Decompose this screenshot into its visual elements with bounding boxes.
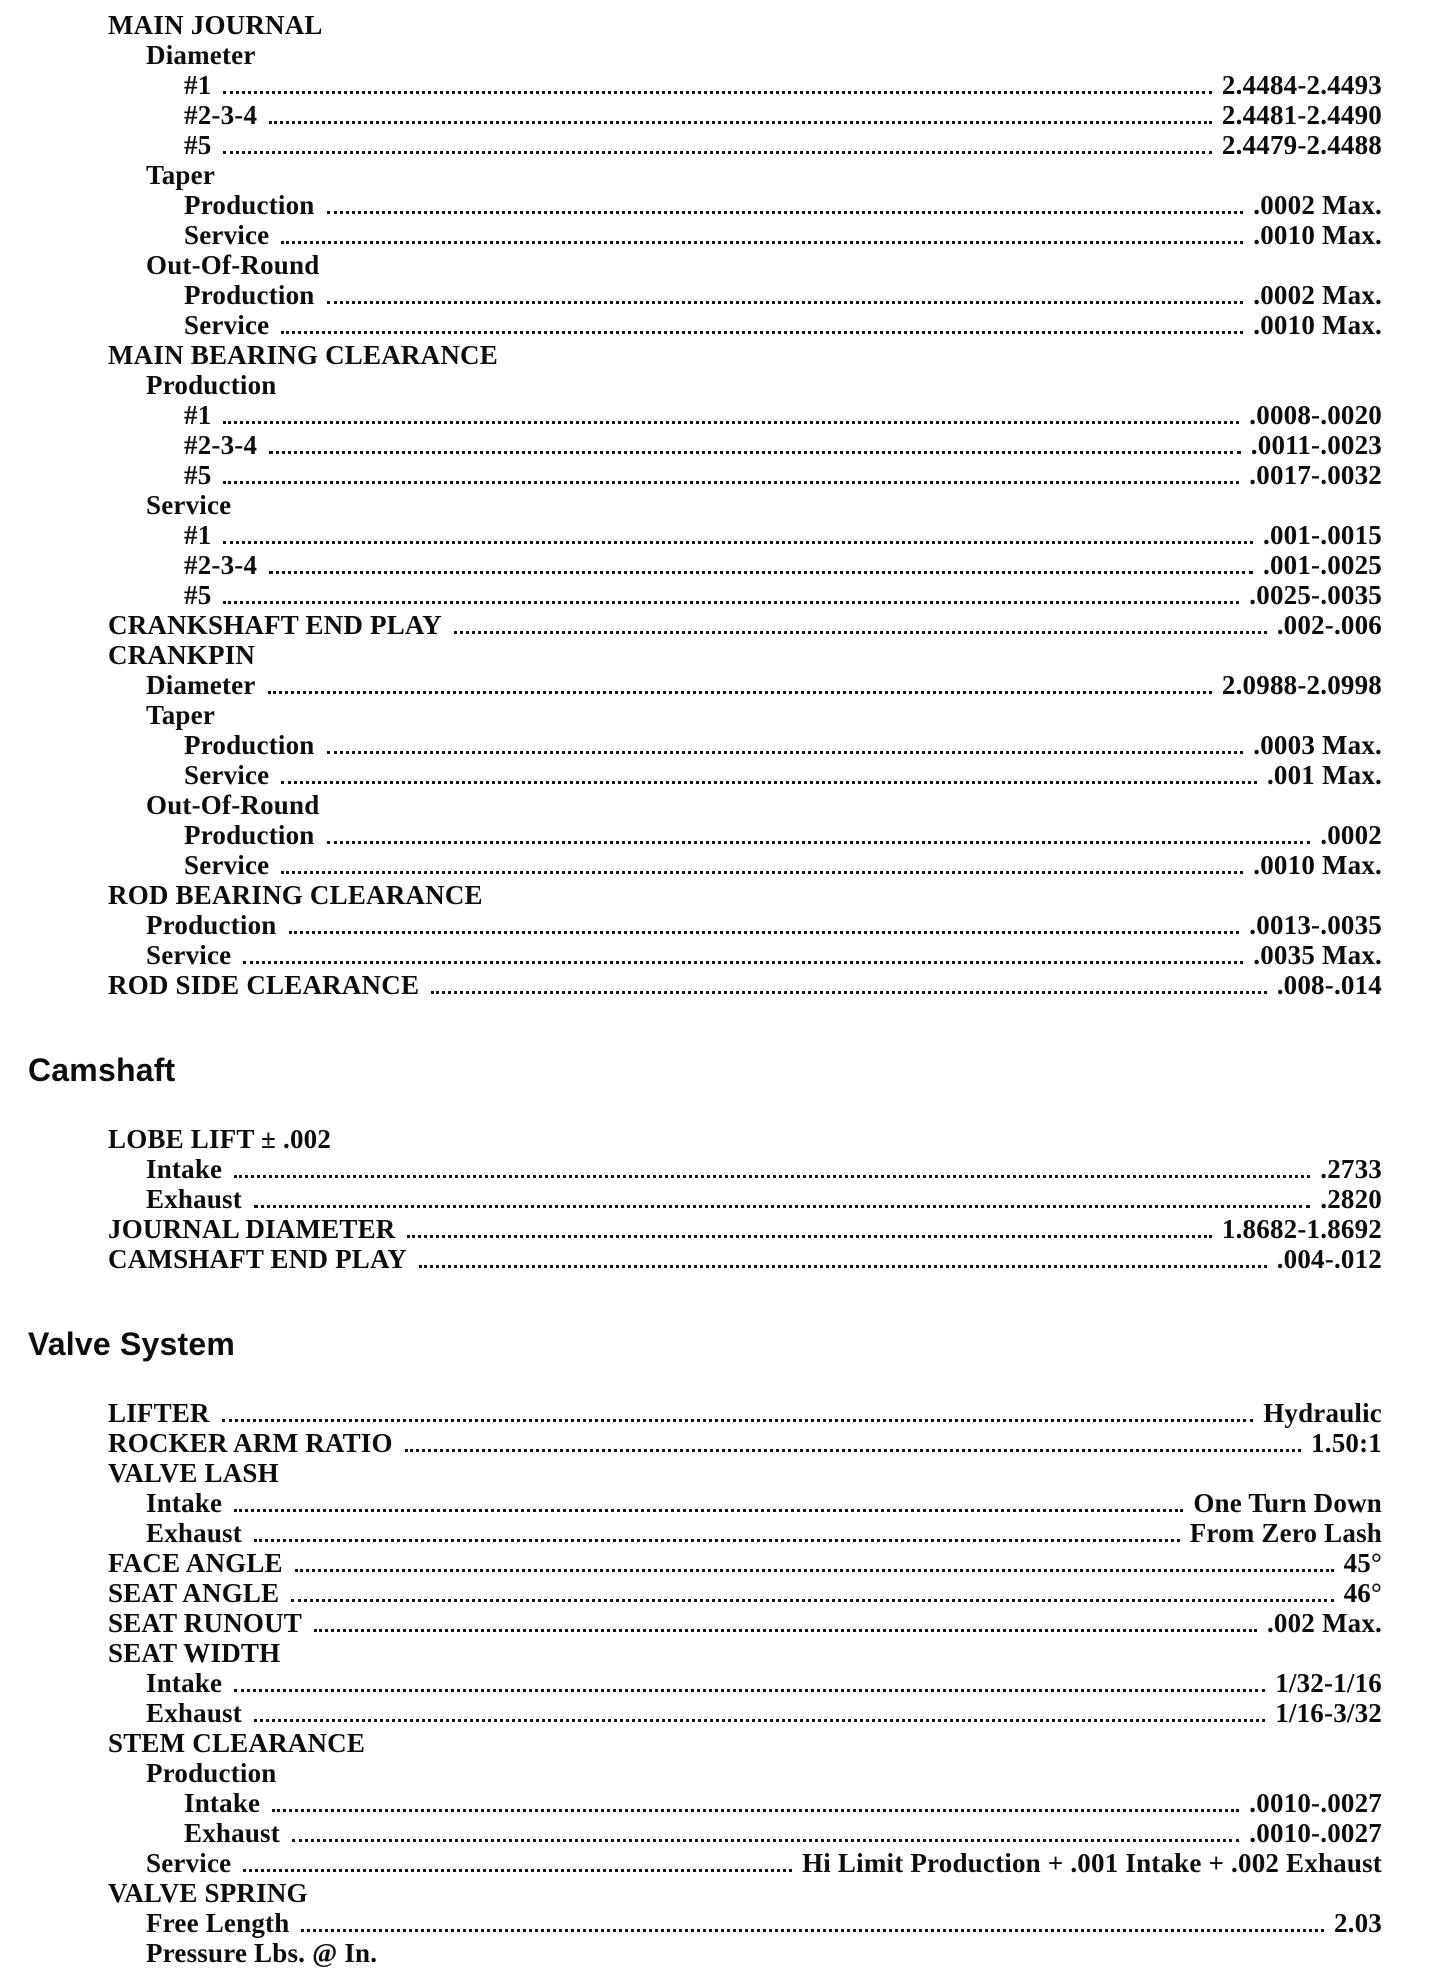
- spec-row: [0, 1908, 1382, 1938]
- spec-label: Service: [146, 1848, 232, 1878]
- spec-value: .0010 Max.: [1253, 850, 1382, 880]
- spec-label: Production: [146, 1758, 277, 1788]
- spec-row: [0, 670, 1382, 700]
- spec-row: [0, 520, 1382, 550]
- spec-label: #5: [184, 460, 212, 490]
- dot-leader: [254, 1719, 1265, 1722]
- spec-row: [0, 1848, 1382, 1878]
- spec-row: [0, 1428, 1382, 1458]
- spec-value: .002 Max.: [1266, 1608, 1382, 1638]
- valve-system-section-heading: Valve System: [28, 1326, 235, 1362]
- spec-label: JOURNAL DIAMETER: [108, 1214, 396, 1244]
- spec-row: [0, 820, 1382, 850]
- dot-leader: [405, 1449, 1301, 1452]
- spec-row: [0, 640, 1382, 670]
- spec-row: [0, 1788, 1382, 1818]
- dot-leader: [327, 841, 1311, 844]
- spec-row: [0, 1728, 1382, 1758]
- spec-label: Diameter: [146, 40, 256, 70]
- spec-row: [0, 1878, 1382, 1908]
- spec-row: [0, 850, 1382, 880]
- crankshaft-spec-list: [0, 10, 1382, 1000]
- spec-value: .0035 Max.: [1253, 940, 1382, 970]
- spec-row: [0, 370, 1382, 400]
- spec-label: Service: [184, 220, 270, 250]
- dot-leader: [269, 571, 1253, 574]
- dot-leader: [223, 91, 1212, 94]
- dot-leader: [292, 1839, 1239, 1842]
- spec-label: Diameter: [146, 670, 256, 700]
- spec-label: CAMSHAFT END PLAY: [108, 1244, 407, 1274]
- spec-label: Intake: [146, 1154, 223, 1184]
- spec-value: 2.4484-2.4493: [1221, 70, 1382, 100]
- spec-row: [0, 1548, 1382, 1578]
- spec-row: [0, 1244, 1382, 1274]
- spec-label: SEAT RUNOUT: [108, 1608, 302, 1638]
- spec-label: Intake: [146, 1488, 223, 1518]
- dot-leader: [243, 961, 1243, 964]
- spec-row: [0, 460, 1382, 490]
- dot-leader: [234, 1175, 1310, 1178]
- spec-label: FACE ANGLE: [108, 1548, 283, 1578]
- dot-leader: [254, 1205, 1310, 1208]
- spec-label: #5: [184, 580, 212, 610]
- spec-row: [0, 130, 1382, 160]
- dot-leader: [223, 421, 1239, 424]
- camshaft-section: [0, 1052, 1382, 1274]
- spec-label: LIFTER: [108, 1398, 210, 1428]
- spec-row: [0, 1818, 1382, 1848]
- spec-row: [0, 220, 1382, 250]
- spec-label: SEAT WIDTH: [108, 1638, 281, 1668]
- dot-leader: [272, 1809, 1239, 1812]
- crankshaft-specs-section: [0, 10, 1382, 1000]
- dot-leader: [223, 541, 1253, 544]
- spec-value: 1.8682-1.8692: [1221, 1214, 1382, 1244]
- spec-value: 2.4481-2.4490: [1221, 100, 1382, 130]
- spec-row: [0, 550, 1382, 580]
- spec-value: 2.0988-2.0998: [1221, 670, 1382, 700]
- dot-leader: [281, 871, 1243, 874]
- spec-value: .0002 Max.: [1253, 280, 1382, 310]
- spec-label: LOBE LIFT ± .002: [108, 1124, 332, 1154]
- spec-label: #2-3-4: [184, 430, 258, 460]
- spec-value: .002-.006: [1276, 610, 1382, 640]
- spec-label: #2-3-4: [184, 550, 258, 580]
- spec-value: 45°: [1343, 1548, 1382, 1578]
- spec-value: .004-.012: [1276, 1244, 1382, 1274]
- spec-row: [0, 1938, 1382, 1968]
- spec-label: Production: [184, 190, 315, 220]
- dot-leader: [295, 1569, 1334, 1572]
- spec-label: MAIN JOURNAL: [108, 10, 323, 40]
- spec-row: [0, 10, 1382, 40]
- spec-value: .008-.014: [1276, 970, 1382, 1000]
- spec-value: .2820: [1320, 1184, 1382, 1214]
- spec-label: Exhaust: [146, 1184, 242, 1214]
- dot-leader: [223, 481, 1239, 484]
- spec-value: .0025-.0035: [1249, 580, 1382, 610]
- dot-leader: [327, 751, 1244, 754]
- spec-value: .0010 Max.: [1253, 310, 1382, 340]
- spec-label: CRANKSHAFT END PLAY: [108, 610, 442, 640]
- spec-row: [0, 40, 1382, 70]
- spec-label: STEM CLEARANCE: [108, 1728, 366, 1758]
- spec-label: Out-Of-Round: [146, 250, 320, 280]
- spec-row: [0, 1458, 1382, 1488]
- dot-leader: [269, 121, 1212, 124]
- dot-leader: [281, 241, 1243, 244]
- spec-value: .0017-.0032: [1249, 460, 1382, 490]
- spec-label: #1: [184, 520, 212, 550]
- spec-row: [0, 730, 1382, 760]
- spec-row: [0, 1698, 1382, 1728]
- dot-leader: [289, 931, 1240, 934]
- spec-label: #1: [184, 70, 212, 100]
- spec-row: [0, 490, 1382, 520]
- dot-leader: [243, 1869, 792, 1872]
- camshaft-section-heading: Camshaft: [28, 1052, 176, 1088]
- spec-label: Production: [184, 280, 315, 310]
- spec-label: #1: [184, 400, 212, 430]
- spec-row: [0, 1184, 1382, 1214]
- spec-value: .0011-.0023: [1250, 430, 1382, 460]
- spec-value: .2733: [1320, 1154, 1382, 1184]
- spec-value: .0010-.0027: [1249, 1818, 1382, 1848]
- spec-label: Exhaust: [146, 1698, 242, 1728]
- spec-value: Hydraulic: [1263, 1398, 1382, 1428]
- spec-label: Exhaust: [146, 1518, 242, 1548]
- dot-leader: [281, 331, 1243, 334]
- spec-label: SEAT ANGLE: [108, 1578, 280, 1608]
- spec-label: Production: [184, 820, 315, 850]
- spec-row: [0, 880, 1382, 910]
- spec-value: .0003 Max.: [1253, 730, 1382, 760]
- spec-row: [0, 1154, 1382, 1184]
- dot-leader: [301, 1929, 1324, 1932]
- spec-row: [0, 310, 1382, 340]
- spec-value: .001-.0025: [1263, 550, 1382, 580]
- spec-row: [0, 1488, 1382, 1518]
- dot-leader: [407, 1235, 1211, 1238]
- spec-value: From Zero Lash: [1189, 1518, 1382, 1548]
- spec-value: .0010-.0027: [1249, 1788, 1382, 1818]
- spec-row: [0, 250, 1382, 280]
- spec-row: [0, 1668, 1382, 1698]
- dot-leader: [223, 151, 1212, 154]
- spec-label: Free Length: [146, 1908, 290, 1938]
- spec-row: [0, 1398, 1382, 1428]
- dot-leader: [327, 301, 1244, 304]
- spec-row: [0, 1214, 1382, 1244]
- spec-label: Service: [184, 850, 270, 880]
- spec-value: .0013-.0035: [1249, 910, 1382, 940]
- dot-leader: [291, 1599, 1333, 1602]
- spec-value: 1/32-1/16: [1275, 1668, 1382, 1698]
- spec-row: [0, 340, 1382, 370]
- spec-row: [0, 610, 1382, 640]
- spec-label: VALVE SPRING: [108, 1878, 308, 1908]
- spec-row: [0, 1758, 1382, 1788]
- spec-label: MAIN BEARING CLEARANCE: [108, 340, 498, 370]
- spec-value: .0002: [1320, 820, 1382, 850]
- spec-label: Exhaust: [184, 1818, 280, 1848]
- spec-row: [0, 190, 1382, 220]
- spec-label: Intake: [146, 1668, 223, 1698]
- dot-leader: [234, 1509, 1183, 1512]
- spec-label: ROD SIDE CLEARANCE: [108, 970, 420, 1000]
- spec-row: [0, 70, 1382, 100]
- spec-label: Service: [146, 940, 232, 970]
- spec-value: .0010 Max.: [1253, 220, 1382, 250]
- spec-row: [0, 1608, 1382, 1638]
- spec-value: 2.03: [1333, 1908, 1382, 1938]
- spec-value: .001-.0015: [1263, 520, 1382, 550]
- spec-label: Production: [146, 910, 277, 940]
- spec-value: .0002 Max.: [1253, 190, 1382, 220]
- dot-leader: [268, 691, 1212, 694]
- dot-leader: [314, 1629, 1257, 1632]
- spec-label: Pressure Lbs. @ In.: [146, 1938, 378, 1968]
- spec-row: [0, 910, 1382, 940]
- spec-label: Production: [146, 370, 277, 400]
- spec-value: 1.50:1: [1311, 1428, 1382, 1458]
- spec-label: ROD BEARING CLEARANCE: [108, 880, 483, 910]
- dot-leader: [454, 631, 1267, 634]
- spec-label: Service: [184, 760, 270, 790]
- spec-row: [0, 100, 1382, 130]
- dot-leader: [254, 1539, 1180, 1542]
- spec-value: .0008-.0020: [1249, 400, 1382, 430]
- valve-system-spec-list: [0, 1398, 1382, 1968]
- spec-value: .001 Max.: [1266, 760, 1382, 790]
- valve-system-section: [0, 1326, 1382, 1968]
- spec-row: [0, 970, 1382, 1000]
- spec-row: [0, 400, 1382, 430]
- spec-row: [0, 1518, 1382, 1548]
- dot-leader: [269, 451, 1241, 454]
- dot-leader: [327, 211, 1244, 214]
- dot-leader: [234, 1689, 1265, 1692]
- spec-label: Service: [184, 310, 270, 340]
- spec-label: Taper: [146, 700, 216, 730]
- spec-label: Service: [146, 490, 232, 520]
- spec-row: [0, 760, 1382, 790]
- spec-row: [0, 580, 1382, 610]
- spec-label: #5: [184, 130, 212, 160]
- spec-row: [0, 940, 1382, 970]
- spec-value: Hi Limit Production + .001 Intake + .002 Exhaust: [802, 1848, 1382, 1878]
- spec-label: #2-3-4: [184, 100, 258, 130]
- dot-leader: [223, 601, 1239, 604]
- spec-value: One Turn Down: [1193, 1488, 1382, 1518]
- dot-leader: [222, 1419, 1253, 1422]
- spec-row: [0, 1124, 1382, 1154]
- camshaft-spec-list: [0, 1124, 1382, 1274]
- spec-row: [0, 430, 1382, 460]
- spec-label: ROCKER ARM RATIO: [108, 1428, 393, 1458]
- dot-leader: [419, 1265, 1267, 1268]
- spec-label: Taper: [146, 160, 216, 190]
- dot-leader: [281, 781, 1257, 784]
- spec-value: 46°: [1343, 1578, 1382, 1608]
- spec-row: [0, 1638, 1382, 1668]
- spec-row: [0, 700, 1382, 730]
- spec-label: VALVE LASH: [108, 1458, 279, 1488]
- dot-leader: [431, 991, 1267, 994]
- spec-label: CRANKPIN: [108, 640, 256, 670]
- spec-label: Intake: [184, 1788, 261, 1818]
- spec-label: Production: [184, 730, 315, 760]
- spec-row: [0, 1578, 1382, 1608]
- spec-label: Out-Of-Round: [146, 790, 320, 820]
- spec-value: 1/16-3/32: [1275, 1698, 1382, 1728]
- spec-row: [0, 160, 1382, 190]
- spec-row: [0, 790, 1382, 820]
- spec-value: 2.4479-2.4488: [1221, 130, 1382, 160]
- spec-row: [0, 280, 1382, 310]
